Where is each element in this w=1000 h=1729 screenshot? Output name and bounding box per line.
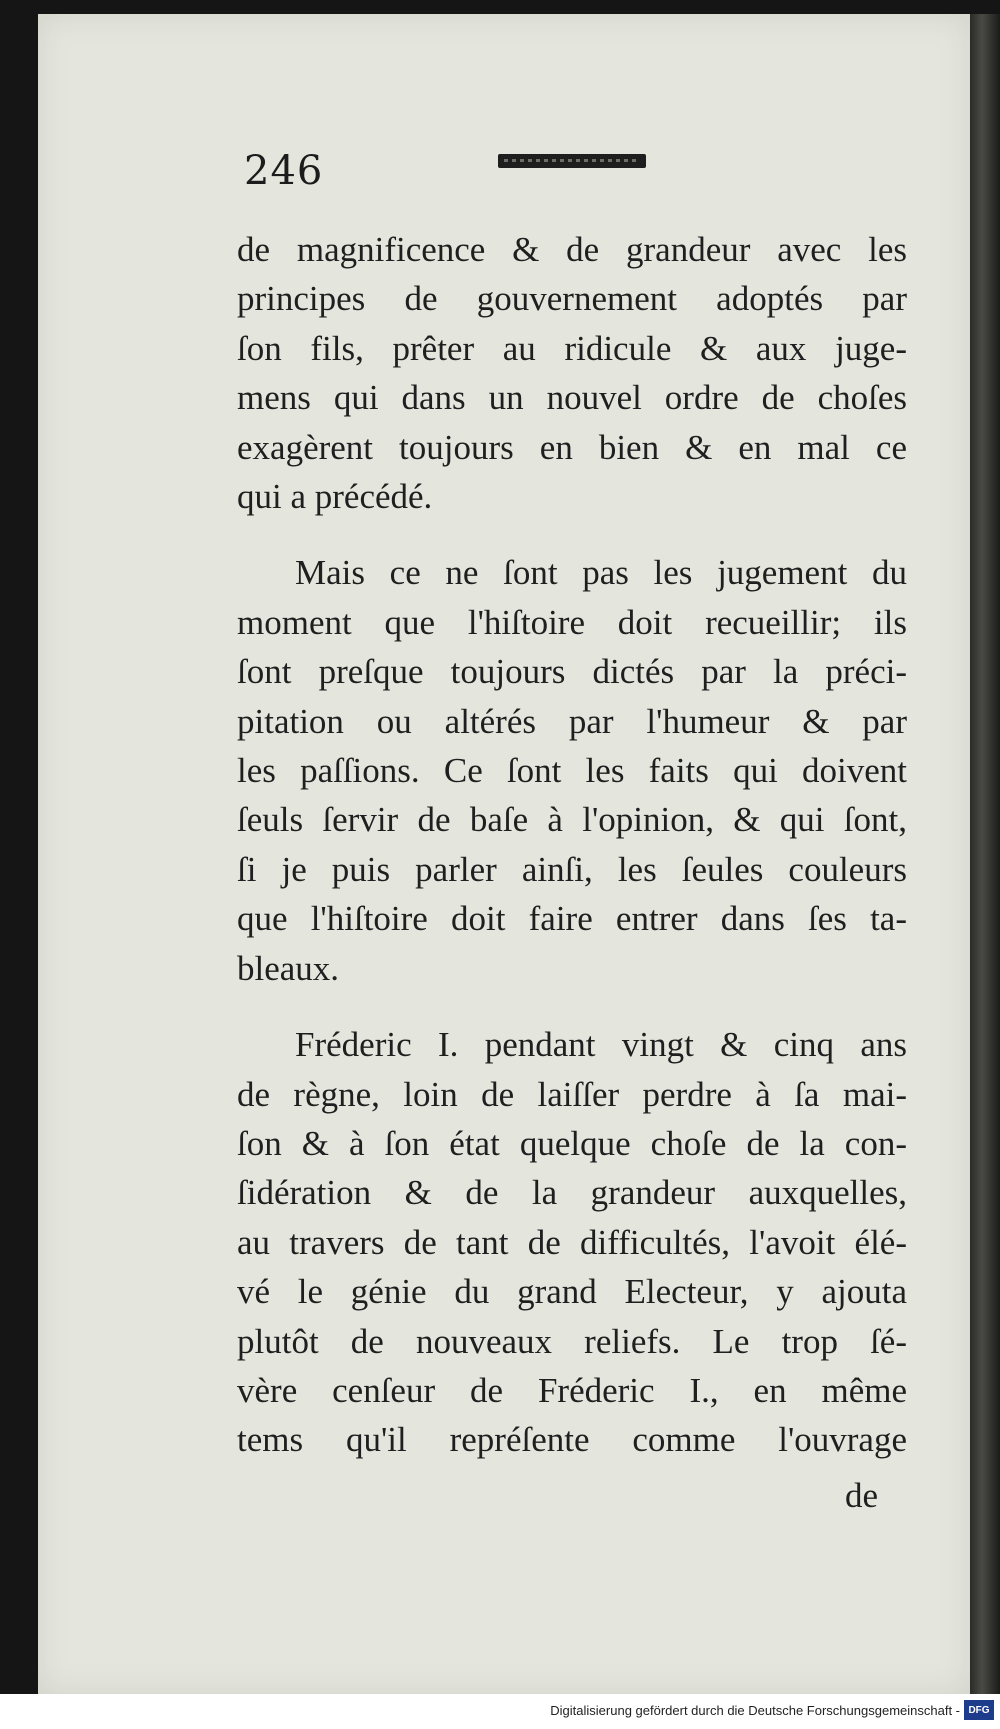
paragraph-gap — [237, 993, 907, 1020]
dfg-logo: DFG — [964, 1700, 994, 1720]
text-line: tems qu'il repréſente comme l'ouvrage — [237, 1420, 907, 1460]
text-line: de règne, loin de laiſſer perdre à ſa mai- — [237, 1074, 907, 1114]
paragraph-3 — [237, 1020, 907, 1465]
text-line: les paſſions. Ce ſont les faits qui doivent — [237, 751, 907, 791]
text-line: exagèrent toujours en bien & en mal ce — [237, 427, 907, 467]
text-line: mens qui dans un nouvel ordre de choſes — [237, 378, 907, 418]
text-line: Fréderic I. pendant vingt & cinq ans — [295, 1025, 907, 1065]
text-line: ſont preſque toujours dictés par la préci- — [237, 652, 907, 692]
text-line: au travers de tant de difficultés, l'avoit élé- — [237, 1222, 907, 1262]
text-line: vère cenſeur de Fréderic I., en même — [237, 1370, 907, 1410]
book-edge — [970, 14, 1000, 1694]
text-line: moment que l'hiſtoire doit recueillir; ils — [237, 602, 907, 642]
text-line: ſon & à ſon état quelque choſe de la con- — [237, 1123, 907, 1163]
header-ornament — [498, 154, 646, 168]
text-line: plutôt de nouveaux reliefs. Le trop ſé- — [237, 1321, 907, 1361]
text-line: que l'hiſtoire doit faire entrer dans ſes ta- — [237, 899, 907, 939]
text-line: qui a précédé. — [237, 477, 433, 517]
text-line: principes de gouvernement adoptés par — [237, 279, 907, 319]
text-line: bleaux. — [237, 948, 340, 988]
text-line: vé le génie du grand Electeur, y ajouta — [237, 1272, 907, 1312]
text-line: ſon fils, prêter au ridicule & aux juge- — [237, 328, 907, 368]
page-number: 246 — [244, 148, 324, 194]
paragraph-1 — [237, 225, 907, 521]
text-line: ſi je puis parler ainſi, les ſeules couleurs — [237, 849, 907, 889]
text-line: ſeuls ſervir de baſe à l'opinion, & qui ſont, — [237, 800, 907, 840]
text-line: Mais ce ne ſont pas les jugement du — [295, 553, 907, 593]
funding-credit: Digitalisierung gefördert durch die Deutsche Forschungsgemeinschaft - — [550, 1703, 960, 1718]
body-text — [237, 225, 907, 1465]
text-line: pitation ou altérés par l'humeur & par — [237, 701, 907, 741]
paragraph-gap — [237, 521, 907, 548]
digitization-footer — [0, 1694, 1000, 1729]
text-line: de magnificence & de grandeur avec les — [237, 230, 907, 269]
paragraph-2 — [237, 548, 907, 993]
text-line: ſidération & de la grandeur auxquelles, — [237, 1173, 907, 1213]
catchword: de — [845, 1476, 879, 1515]
